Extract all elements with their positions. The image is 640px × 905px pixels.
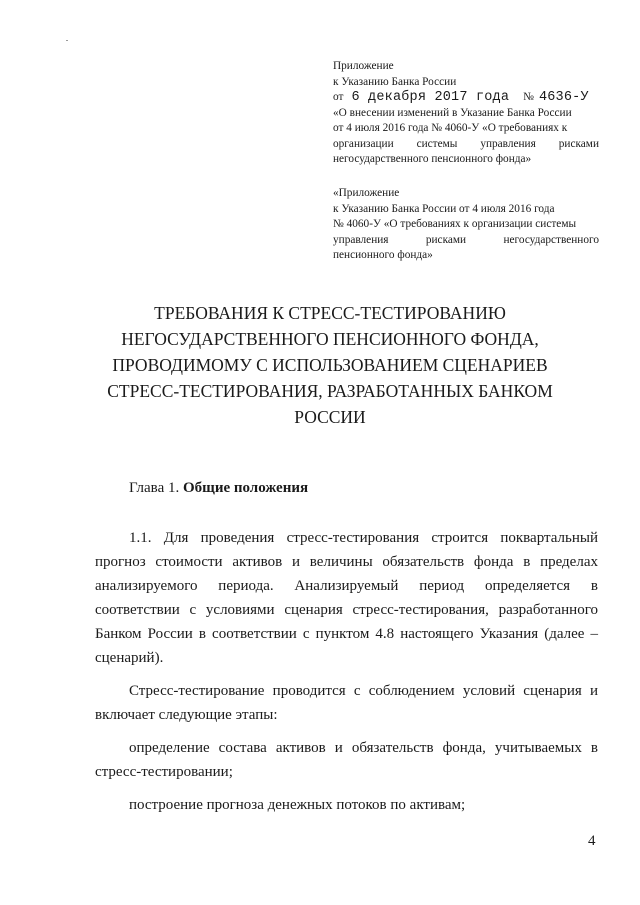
appendix-label: Приложение (333, 60, 394, 72)
paragraph: Стресс-тестирование проводится с соблюдением условий сценария и включает следующие этапы: (95, 683, 598, 723)
amend-line-1: «О внесении изменений в Указание Банка России (333, 106, 572, 119)
amend-line-3: организации системы управления рисками (333, 137, 599, 150)
appendix-date-line (333, 90, 599, 106)
appendix-header (333, 59, 599, 168)
body-text (95, 526, 598, 817)
handwritten-date: 6 декабря 2017 года (351, 90, 510, 105)
chapter-label: Глава 1. (129, 480, 180, 496)
orig-line-5: пенсионного фонда» (333, 249, 433, 261)
title-line: ПРОВОДИМОМУ С ИСПОЛЬЗОВАНИЕМ СЦЕНАРИЕВ (112, 355, 548, 375)
handwritten-number: 4636-У (538, 90, 589, 105)
from-label: от (333, 91, 344, 103)
title-line: ТРЕБОВАНИЯ К СТРЕСС-ТЕСТИРОВАНИЮ (154, 303, 506, 323)
title-line: РОССИИ (294, 407, 366, 427)
paragraph: 1.1. Для проведения стресс-тестирования строится поквартальный прогноз стоимости активов и величины обязательств фонда в пределах анализируемого периода. Анализируемый период определяется в соответствии с условиями сценария стресс-тестирования, разработанного Банком России в соответствии с пунктом 4.8 настоящего Указания (далее – сценарий). (95, 530, 598, 666)
orig-line-1: «Приложение (333, 187, 400, 199)
amend-line-2: от 4 июля 2016 года № 4060-У «О требованиях к (333, 122, 568, 134)
orig-line-2: к Указанию Банка России от 4 июля 2016 года (333, 202, 555, 215)
amend-line-4: негосударственного пенсионного фонда» (333, 153, 532, 165)
title-line: СТРЕСС-ТЕСТИРОВАНИЯ, РАЗРАБОТАННЫХ БАНКОМ (107, 381, 553, 401)
title-line: НЕГОСУДАРСТВЕННОГО ПЕНСИОННОГО ФОНДА, (121, 329, 539, 349)
paragraph: определение состава активов и обязательств фонда, учитываемых в стресс-тестировании; (95, 740, 598, 780)
original-appendix-block (333, 186, 599, 264)
page-number: 4 (588, 833, 596, 849)
number-label: № (523, 91, 534, 103)
scan-speck (66, 40, 68, 41)
orig-line-3: № 4060-У «О требованиях к организации системы (333, 218, 577, 230)
orig-line-4: управления рисками негосударственного (333, 233, 599, 246)
chapter-name: Общие положения (182, 480, 309, 496)
document-title (100, 300, 560, 430)
paragraph: построение прогноза денежных потоков по активам; (129, 797, 466, 813)
chapter-heading (129, 480, 308, 497)
appendix-to-directive: к Указанию Банка России (333, 75, 457, 88)
